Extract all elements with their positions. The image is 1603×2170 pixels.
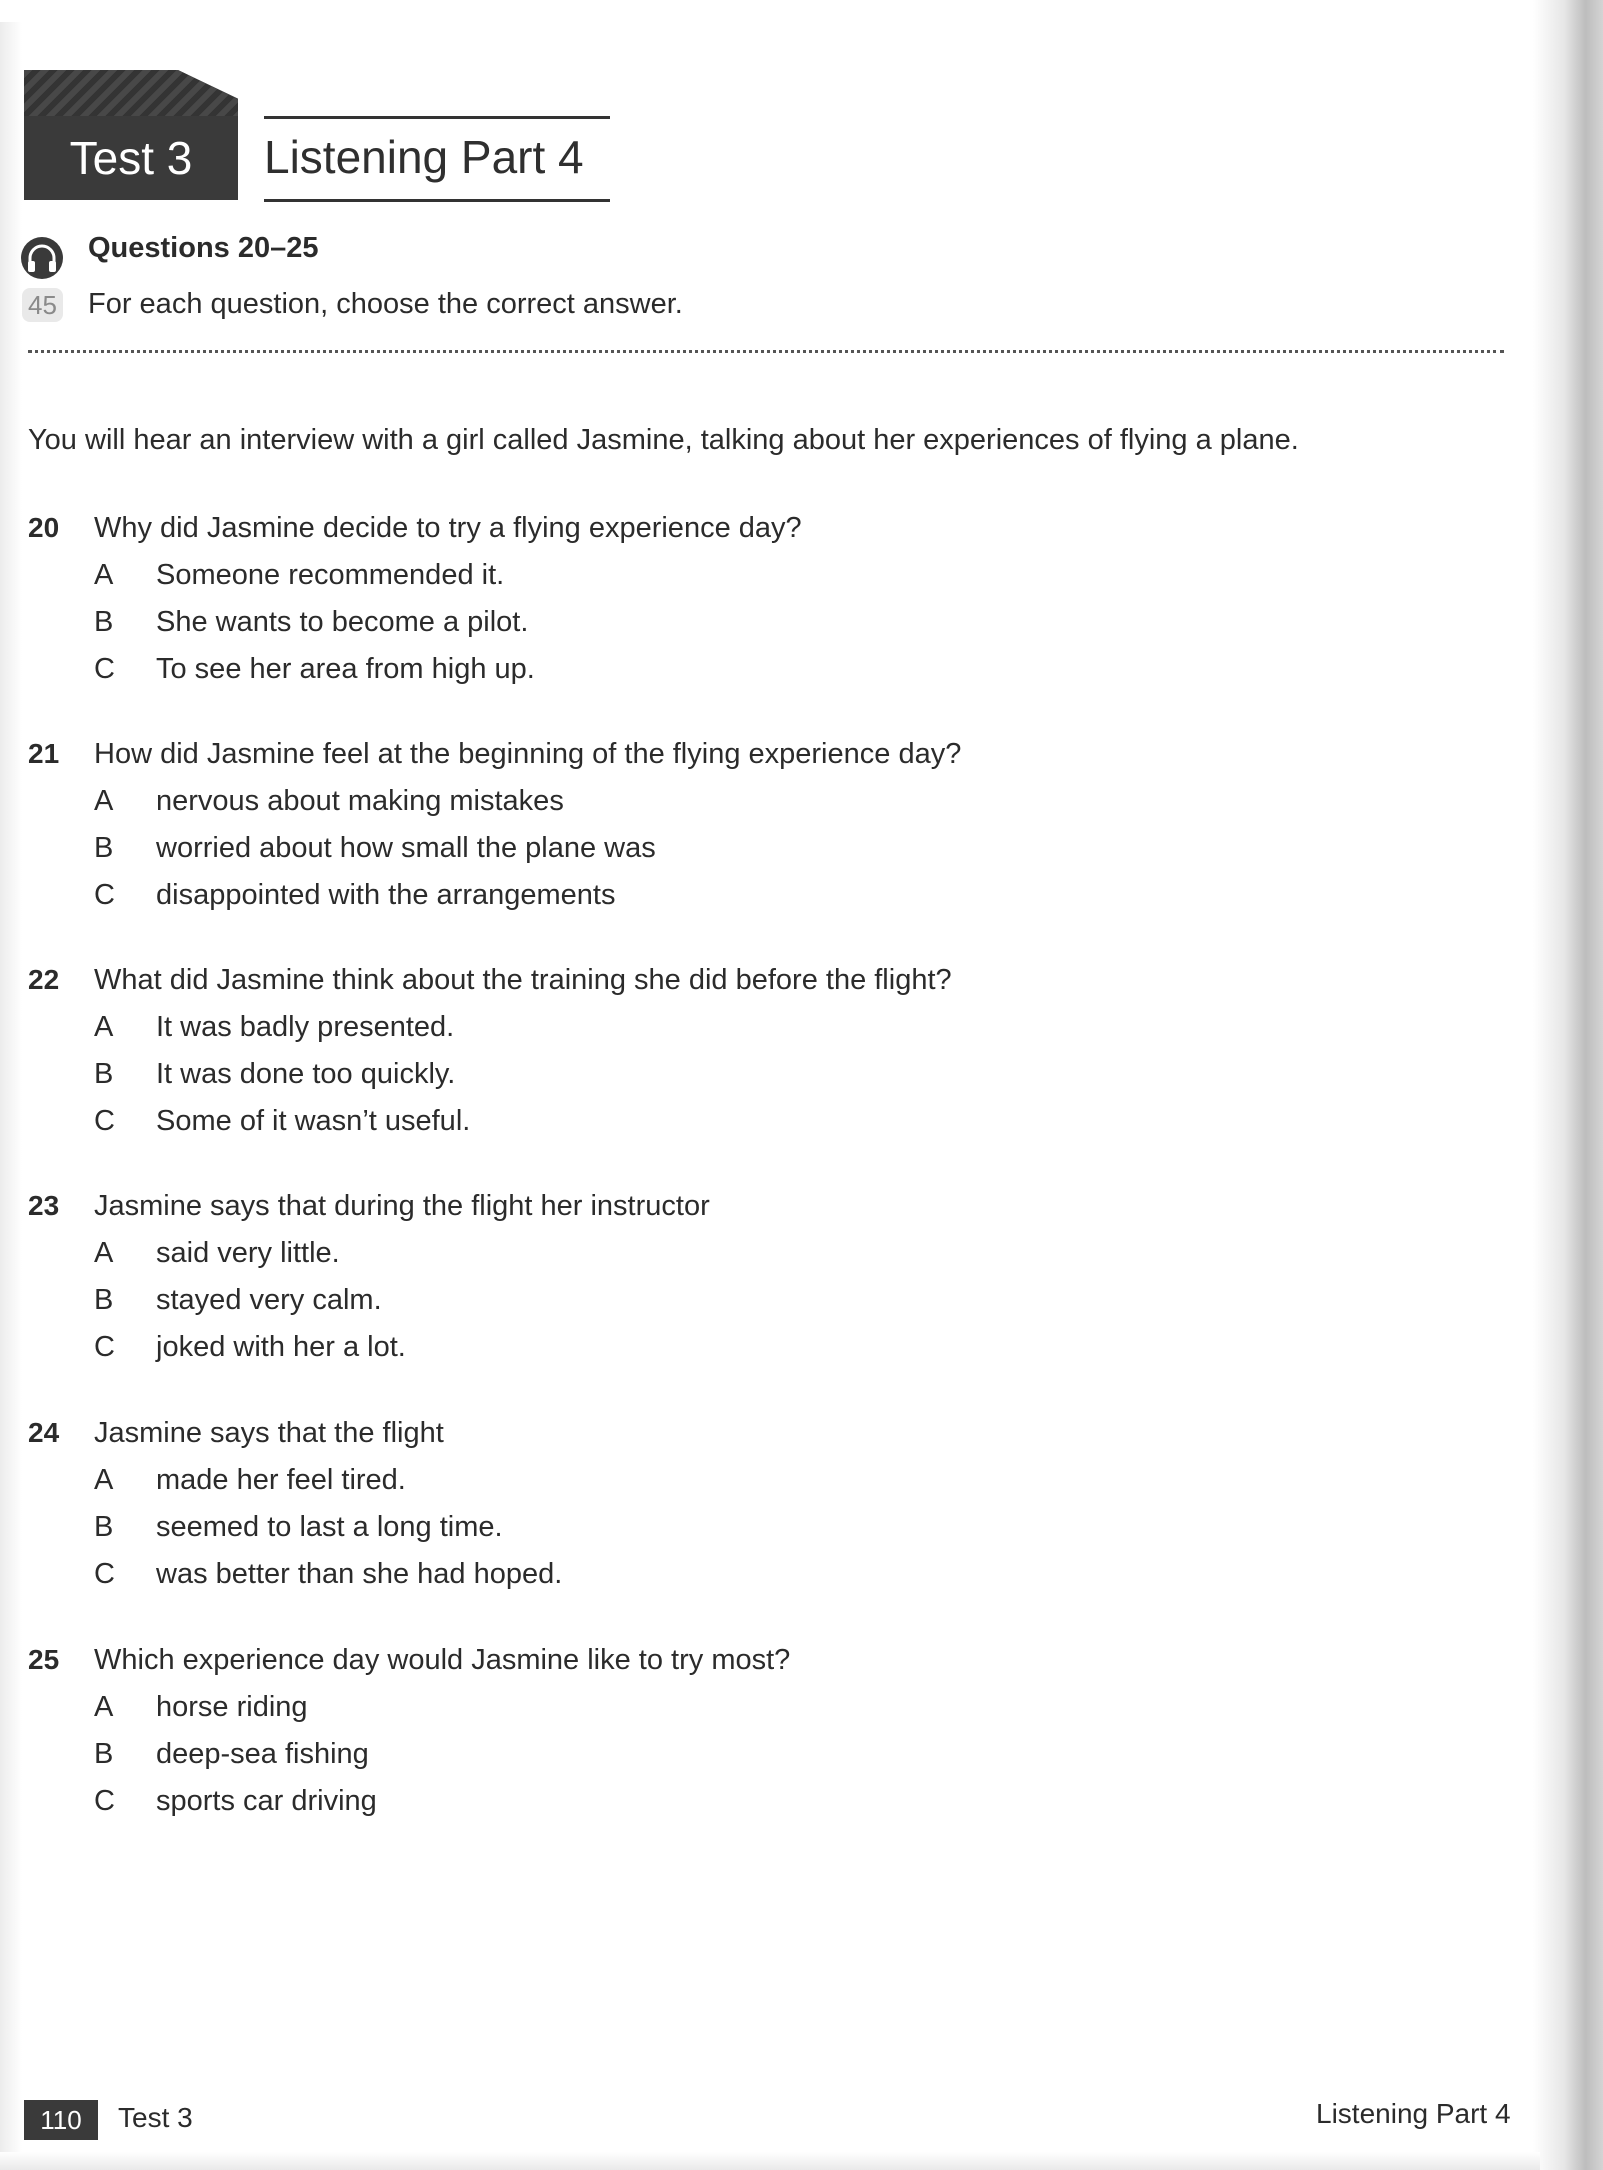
option-letter: A (94, 559, 114, 591)
option-letter: B (94, 1511, 114, 1543)
option-text: deep-sea fishing (156, 1738, 369, 1770)
option-c[interactable] (94, 653, 535, 686)
option-text: joked with her a lot. (156, 1331, 406, 1363)
question-number: 23 (28, 1190, 60, 1221)
option-letter: C (94, 879, 115, 911)
option-text: Some of it wasn’t useful. (156, 1105, 471, 1137)
footer-section-label: Listening Part 4 (1316, 2098, 1511, 2129)
page-left-edge (0, 22, 22, 2152)
option-text: worried about how small the plane was (156, 832, 656, 864)
option-text: disappointed with the arrangements (156, 879, 616, 911)
question-number: 20 (28, 512, 60, 543)
option-b[interactable] (94, 832, 656, 865)
footer-test-label: Test 3 (118, 2102, 193, 2133)
option-a[interactable] (94, 1237, 340, 1270)
question-text: How did Jasmine feel at the beginning of the flying experience day? (94, 738, 962, 770)
instruction: For each question, choose the correct answer. (88, 288, 683, 320)
option-c[interactable] (94, 1331, 406, 1364)
option-letter: A (94, 1464, 114, 1496)
option-a[interactable] (94, 785, 564, 818)
question-text: Why did Jasmine decide to try a flying experience day? (94, 512, 802, 544)
option-text: nervous about making mistakes (156, 785, 564, 817)
option-letter: B (94, 1284, 114, 1316)
option-a[interactable] (94, 559, 504, 592)
option-text: said very little. (156, 1237, 340, 1269)
option-b[interactable] (94, 1511, 503, 1544)
section-title: Listening Part 4 (264, 131, 584, 183)
questions-range: Questions 20–25 (88, 232, 319, 264)
question-number: 24 (28, 1417, 60, 1448)
option-letter: A (94, 785, 114, 817)
option-text: It was done too quickly. (156, 1058, 456, 1090)
page-top-margin (0, 0, 1540, 22)
option-c[interactable] (94, 879, 615, 912)
option-a[interactable] (94, 1464, 406, 1497)
option-c[interactable] (94, 1785, 377, 1818)
option-letter: B (94, 1058, 114, 1090)
question-text: What did Jasmine think about the training she did before the flight? (94, 964, 952, 996)
option-letter: C (94, 1785, 115, 1817)
question-number: 21 (28, 738, 60, 769)
option-c[interactable] (94, 1558, 562, 1591)
audio-track-number: 45 (22, 288, 63, 322)
headphone-icon (20, 236, 64, 280)
option-c[interactable] (94, 1105, 470, 1138)
option-text: She wants to become a pilot. (156, 606, 529, 638)
question-text: Jasmine says that during the flight her instructor (94, 1190, 710, 1222)
option-letter: B (94, 832, 114, 864)
option-b[interactable] (94, 606, 528, 639)
option-b[interactable] (94, 1738, 369, 1771)
option-letter: A (94, 1011, 114, 1043)
option-a[interactable] (94, 1691, 308, 1724)
page-number: 110 (24, 2100, 98, 2140)
question-text: Which experience day would Jasmine like to try most? (94, 1644, 791, 1676)
question-number: 25 (28, 1644, 60, 1675)
page-binding-shadow (1533, 0, 1603, 2170)
test-tab-stripes (24, 70, 238, 116)
option-text: stayed very calm. (156, 1284, 382, 1316)
option-text: sports car driving (156, 1785, 377, 1817)
option-b[interactable] (94, 1058, 455, 1091)
option-letter: C (94, 1558, 115, 1590)
task-intro: You will hear an interview with a girl called Jasmine, talking about her experiences of flying a plane. (28, 424, 1299, 456)
question-text: Jasmine says that the flight (94, 1417, 444, 1449)
option-text: horse riding (156, 1691, 308, 1723)
option-text: was better than she had hoped. (156, 1558, 563, 1590)
option-text: Someone recommended it. (156, 559, 505, 591)
dotted-divider (28, 350, 1504, 353)
option-letter: C (94, 1331, 115, 1363)
option-text: To see her area from high up. (156, 653, 535, 685)
option-text: made her feel tired. (156, 1464, 406, 1496)
option-letter: C (94, 653, 115, 685)
option-text: seemed to last a long time. (156, 1511, 503, 1543)
question-number: 22 (28, 964, 60, 995)
option-letter: B (94, 1738, 114, 1770)
option-text: It was badly presented. (156, 1011, 455, 1043)
option-letter: B (94, 606, 114, 638)
option-letter: C (94, 1105, 115, 1137)
option-letter: A (94, 1237, 114, 1269)
option-letter: A (94, 1691, 114, 1723)
option-a[interactable] (94, 1011, 454, 1044)
section-title-box (264, 116, 610, 202)
option-b[interactable] (94, 1284, 382, 1317)
page-bottom-edge (0, 2152, 1540, 2170)
test-label: Test 3 (69, 132, 193, 184)
